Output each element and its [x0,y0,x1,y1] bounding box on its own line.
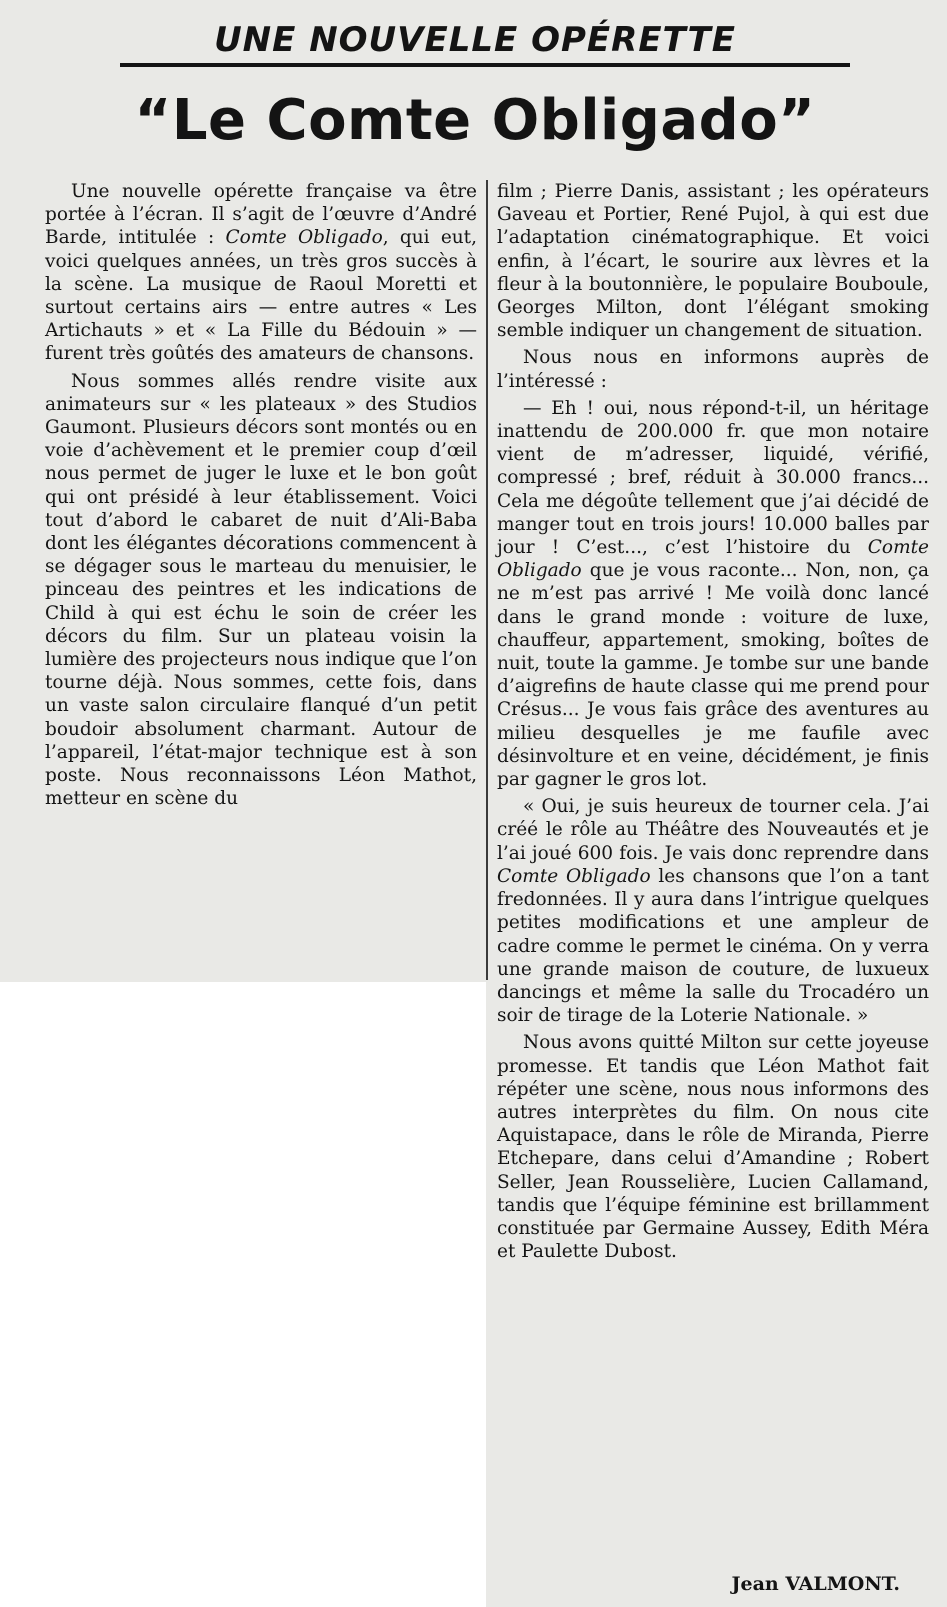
italic-title: Comte Obligado [497,865,651,887]
italic-title: Comte Obligado [225,227,383,249]
paragraph-text: Nous avons quitté Milton sur cette joyeuse promesse. Et tandis que Léon Mathot fait répéter une scène, nous nous informons des autres interprètes du film. On nous cite Aquistapace, dans le rôle de Miranda, Pierre Etchepare, dans celui d’Amandine ; Robert Seller, Jean Rousselière, Lucien Callamand, tandis que l’équipe féminine est brillamment constituée par Germaine Aussey, Edith Méra et Paulette Dubost. [497,1032,929,1263]
paragraph-text: — Eh ! oui, nous répond-t-il, un héritage inattendu de 200.000 fr. que mon notaire vient de m’adresser, liquidé, vérifié, compressé ; bref, réduit à 30.000 francs... Cela me dégoûte tellement que j’ai décidé de manger tout en trois jours! 10.000 balles par jour ! C’est..., c’est l’histoire du [497,397,929,559]
paragraph-text: , qui eut, voici quelques années, un très gros succès à la scène. La musique de Raoul Moretti et surtout certains airs — entre autres « Les Artichauts » et « La Fille du Bédouin » — furent très goûtés des amateurs de chansons. [45,227,477,365]
article-headline: “Le Comte Obligado” [134,88,816,153]
right-column [497,180,929,1267]
paragraph-text: Nous sommes allés rendre visite aux animateurs sur « les plateaux » des Studios Gaumont. Plusieurs décors sont montés ou en voie d’achèvement et le premier coup d’œil nous permet de juger le luxe et le bon goût qui ont présidé à leur établissement. Voici tout d’abord le cabaret de nuit d’Ali-Baba dont les élégantes décorations commencent à se dégager sous le marteau du menuisier, le pinceau des peintres et les indications de Child à qui est échu le soin de créer les décors du film. Sur un plateau voisin la lumière des projecteurs nous indique que l’on tourne déjà. Nous sommes, cette fois, dans un vaste salon circulaire flanqué d’un petit boudoir absolument charmant. Autour de l’appareil, l’état-major technique est à son poste. Nous reconnaissons Léon Mathot, metteur en scène du [45,370,477,810]
paragraph-text: Nous nous en informons auprès de l’intéressé : [497,347,929,392]
article-kicker: UNE NOUVELLE OPÉRETTE [214,20,736,60]
paragraph-text: les chansons que l’on a tant fredonnées. Il y aura dans l’intrigue quelques petites modifications et une ampleur de cadre comme le permet le cinéma. On y verra une grande maison de couture, de luxueux dancings et même la salle du Trocadéro un soir de tirage de la Loterie Nationale. » [497,865,929,1027]
paragraph-text: film ; Pierre Danis, assistant ; les opérateurs Gaveau et Portier, René Pujol, à qui est due l’adaptation cinématographique. Et voici enfin, à l’écart, le sourire aux lèvres et la fleur à la boutonnière, le populaire Bouboule, Georges Milton, dont l’élégant smoking semble indiquer un changement de situation. [497,181,929,342]
paragraph-text: que je vous raconte... Non, non, ça ne m’est pas arrivé ! Me voilà donc lancé dans le grand monde : voiture de luxe, chauffeur, appartement, smoking, boîtes de nuit, toute la gamme. Je tombe sur une bande d’aigrefins de haute classe qui me prend pour Crésus... Je vous fais grâce des aventures au milieu desquelles je me faufile avec désinvolture et en veine, décidément, je finis par gagner le gros lot. [497,560,929,791]
italic-title: Comte Obligado [497,537,929,582]
right-column-paragraph [497,397,929,791]
author-signature: Jean VALMONT. [731,1573,900,1595]
right-column-paragraph [497,346,929,392]
paragraph-text: Une nouvelle opérette française va être portée à l’écran. Il s’agit de l’œuvre d’André Barde, intitulée : [45,181,477,249]
right-column-paragraph [497,795,929,1027]
right-column-paragraph [497,1031,929,1263]
column-divider [486,180,488,980]
paragraph-text: « Oui, je suis heureux de tourner cela. J’ai créé le rôle au Théâtre des Nouveautés et je l’ai joué 600 fois. Je vais donc reprendre dans [497,796,929,864]
left-column-paragraph [45,180,477,366]
kicker-underline [120,63,850,67]
left-column-paragraph [45,370,477,811]
left-column [45,180,477,814]
right-column-paragraph [497,180,929,342]
